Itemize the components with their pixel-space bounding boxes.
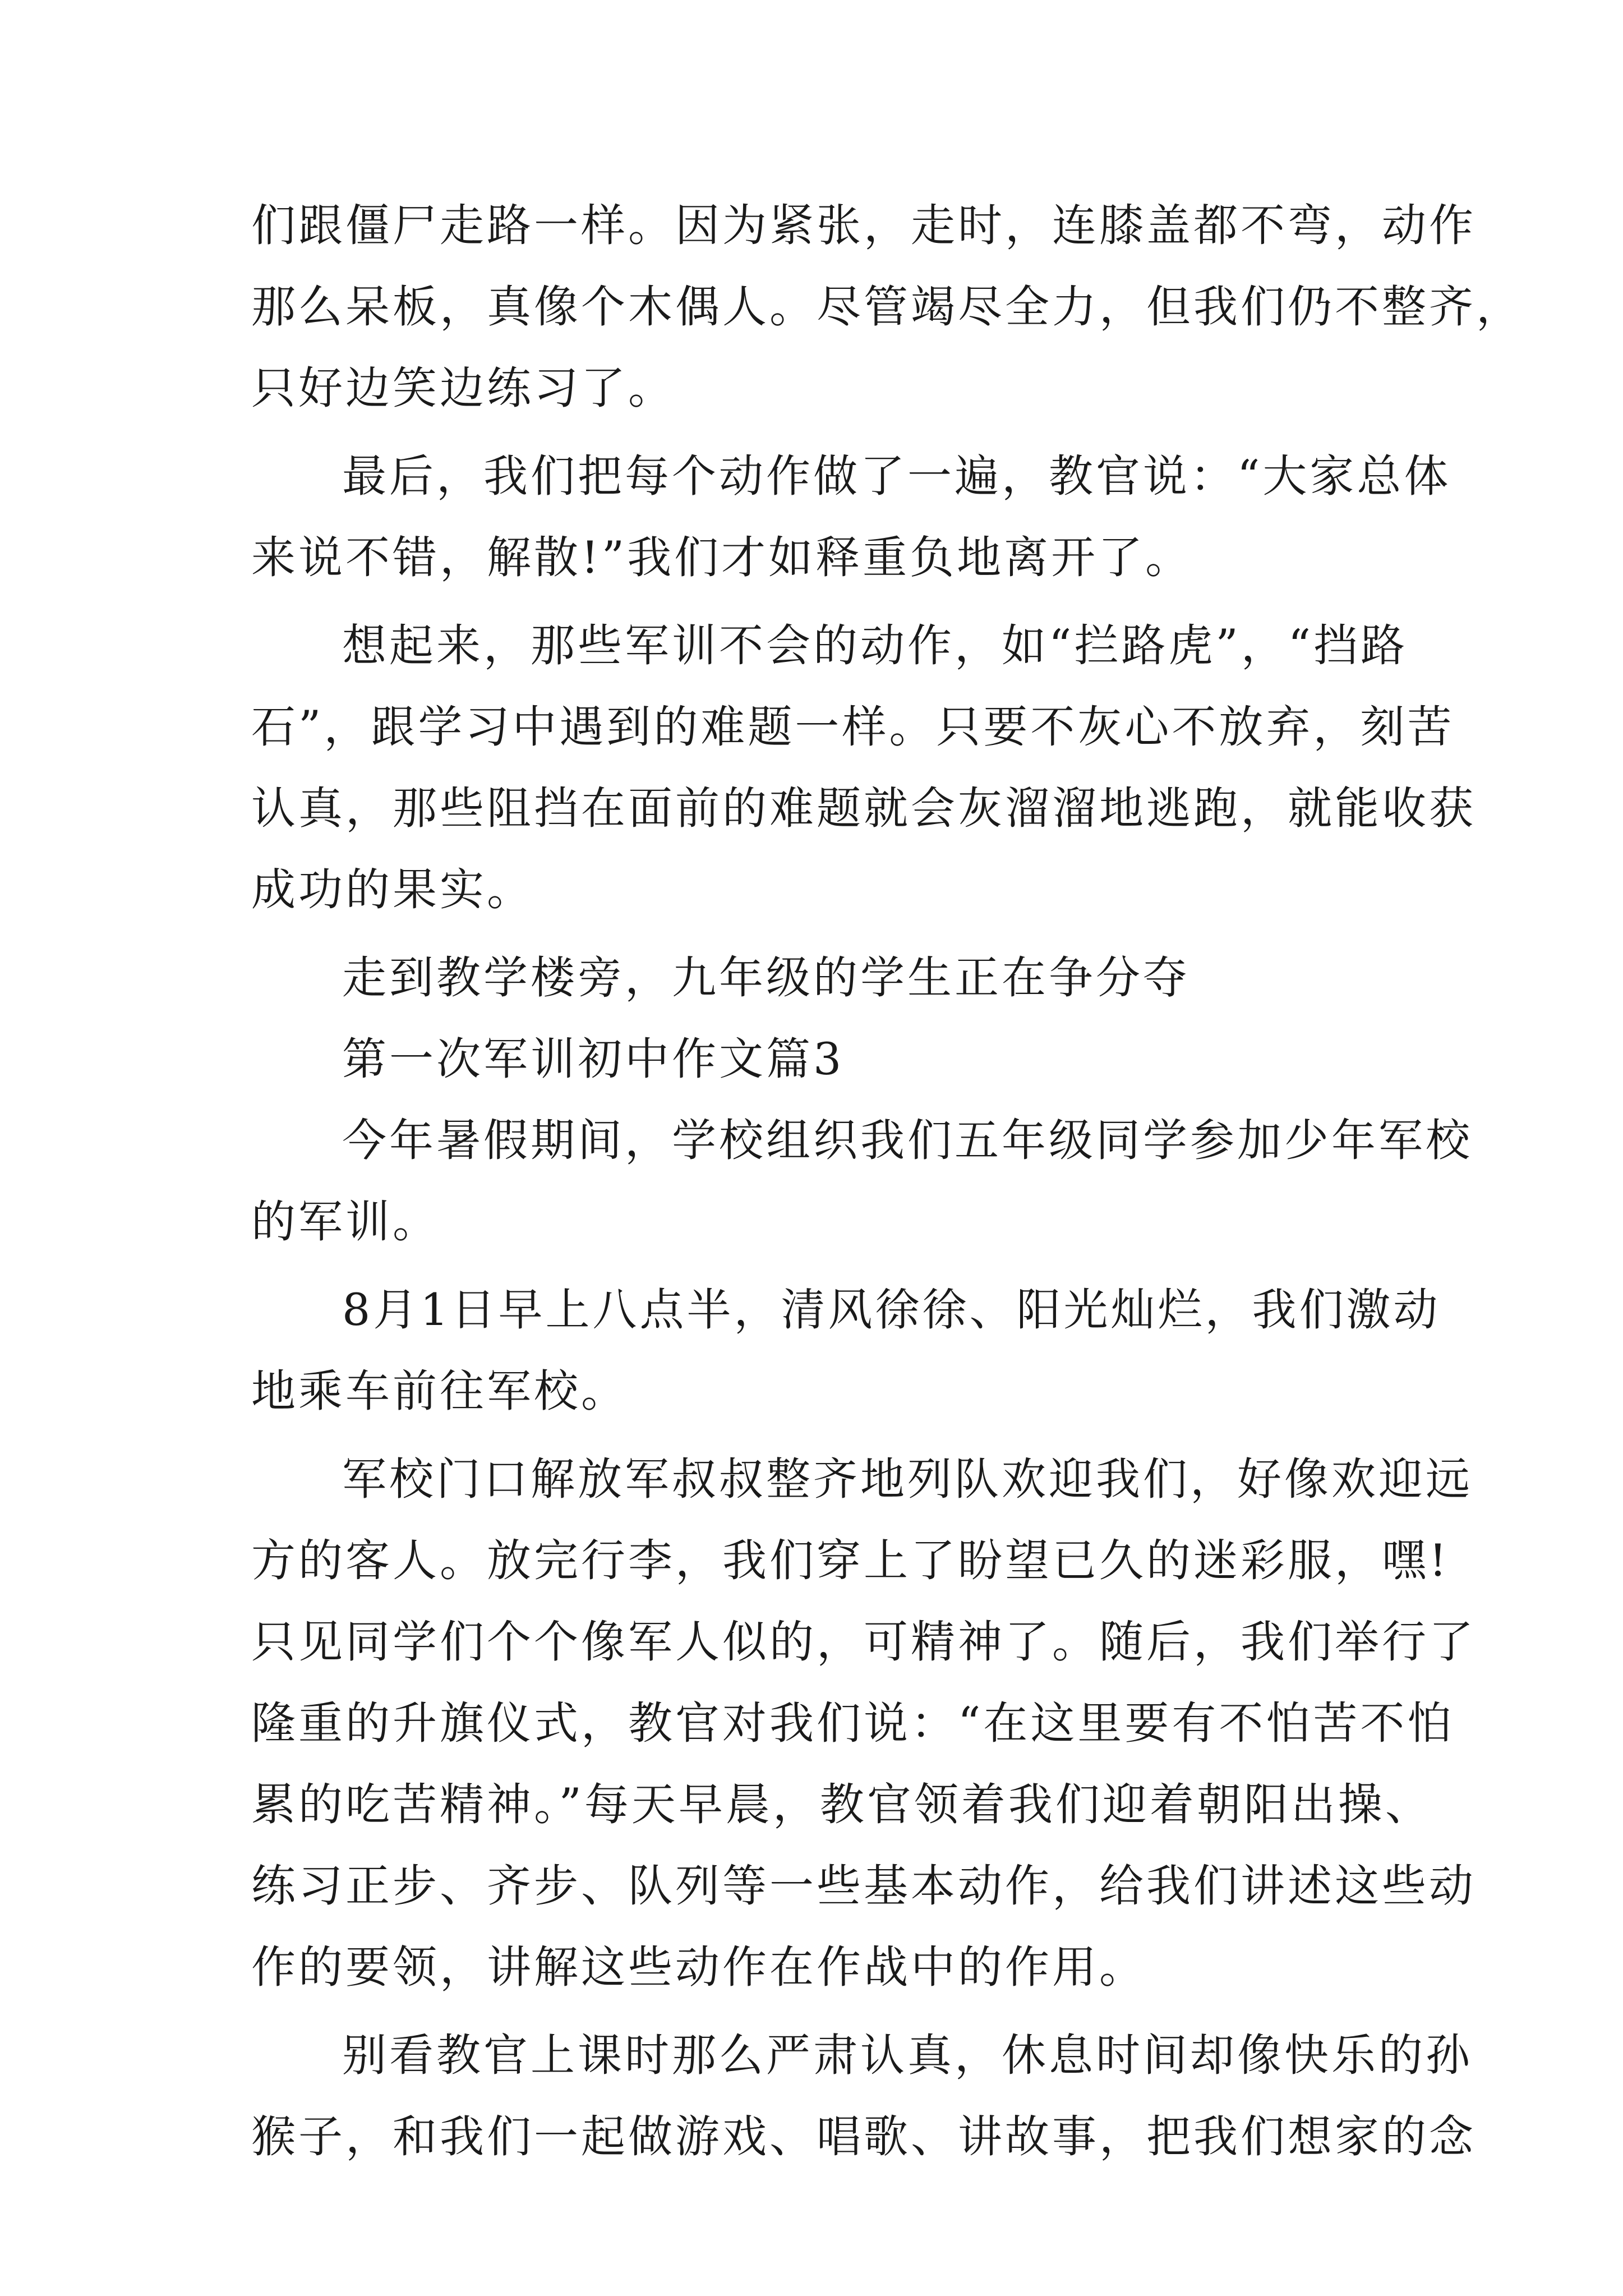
text-line: 猴子，和我们一起做游戏、唱歌、讲故事，把我们想家的念 [251, 2111, 1476, 2162]
text-line: 那么呆板，真像个木偶人。尽管竭尽全力，但我们仍不整齐， [251, 281, 1523, 333]
text-line: 走到教学楼旁，九年级的学生正在争分夺 [342, 952, 1190, 1004]
text-line: 练习正步、齐步、队列等一些基本动作，给我们讲述这些动 [251, 1860, 1476, 1912]
document-body [251, 185, 1523, 2178]
text-line: 作的要领，讲解这些动作在作战中的作用。 [251, 1941, 1146, 1993]
text-line: 地乘车前往军校。 [251, 1365, 628, 1417]
text-line: 只见同学们个个像军人似的，可精神了。随后，我们举行了 [251, 1616, 1476, 1668]
text-line: 只好边笑边练习了。 [251, 362, 675, 414]
text-line: 累的吃苦精神。”每天早晨，教官领着我们迎着朝阳出操、 [251, 1779, 1432, 1830]
text-line: 认真，那些阻挡在面前的难题就会灰溜溜地逃跑，就能收获 [251, 783, 1476, 834]
text-line: 想起来，那些军训不会的动作，如“拦路虎”，“挡路 [342, 620, 1408, 671]
text-line: 成功的果实。 [251, 864, 534, 915]
text-line: 今年暑假期间，学校组织我们五年级同学参加少年军校 [342, 1115, 1473, 1166]
text-line: 8月1日早上八点半，清风徐徐、阳光灿烂，我们激动 [342, 1284, 1441, 1336]
text-line: 别看教官上课时那么严肃认真，休息时间却像快乐的孙 [342, 2030, 1473, 2081]
text-line: 来说不错，解散!”我们才如释重负地离开了。 [251, 532, 1193, 583]
text-line: 们跟僵尸走路一样。因为紧张，走时，连膝盖都不弯，动作 [251, 200, 1476, 251]
text-line: 军校门口解放军叔叔整齐地列队欢迎我们，好像欢迎远 [342, 1453, 1473, 1505]
text-line: 隆重的升旗仪式，教官对我们说：“在这里要有不怕苦不怕 [251, 1697, 1455, 1749]
text-line: 方的客人。放完行李，我们穿上了盼望已久的迷彩服，嘿! [251, 1535, 1450, 1586]
text-line: 的军训。 [251, 1196, 440, 1248]
text-line: 最后，我们把每个动作做了一遍，教官说：“大家总体 [342, 450, 1451, 502]
text-line: 石”，跟学习中遇到的难题一样。只要不灰心不放弃，刻苦 [251, 701, 1455, 753]
section-heading: 第一次军训初中作文篇3 [342, 1033, 845, 1085]
